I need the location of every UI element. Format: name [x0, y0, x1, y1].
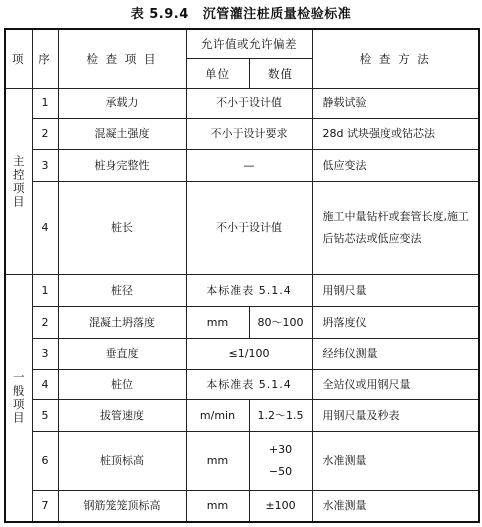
table-row — [5, 150, 479, 182]
row-method: 低应变法 — [312, 150, 479, 182]
row-method: 用钢尺量及秒表 — [312, 400, 479, 432]
row-allowed: ≤1/100 — [186, 339, 312, 370]
table-row — [5, 307, 479, 339]
row-seq: 6 — [32, 432, 58, 490]
row-item: 桩顶标高 — [58, 432, 186, 490]
row-item: 混凝土强度 — [58, 118, 186, 150]
row-method: 坍落度仪 — [312, 307, 479, 339]
row-value-upper: +30 — [268, 442, 293, 456]
row-item: 桩位 — [58, 369, 186, 400]
row-allowed: — — [186, 150, 312, 182]
row-item: 桩身完整性 — [58, 150, 186, 182]
row-seq: 7 — [32, 490, 58, 522]
row-value: 1.2～1.5 — [249, 400, 312, 432]
table-row — [5, 432, 479, 490]
row-unit: mm — [186, 432, 249, 490]
group-general-label: 一般项目 — [11, 371, 26, 426]
row-seq: 4 — [32, 182, 58, 275]
row-allowed: 本标准表 5.1.4 — [186, 275, 312, 307]
row-allowed: 不小于设计值 — [186, 182, 312, 275]
table-row — [5, 369, 479, 400]
row-method: 静载试验 — [312, 88, 479, 118]
table-row — [5, 339, 479, 370]
row-item: 桩长 — [58, 182, 186, 275]
table-number: 表 5.9.4 — [130, 7, 189, 22]
row-value — [249, 432, 312, 490]
group-main-label: 主控项目 — [11, 154, 26, 209]
row-item: 承载力 — [58, 88, 186, 118]
row-seq: 1 — [32, 88, 58, 118]
row-value: 80～100 — [249, 307, 312, 339]
group-cell-general — [5, 275, 32, 522]
table-row — [5, 400, 479, 432]
row-value-lower: −50 — [268, 464, 293, 478]
table-row — [5, 88, 479, 118]
header-value: 数值 — [249, 59, 312, 89]
row-unit: m/min — [186, 400, 249, 432]
row-seq: 1 — [32, 275, 58, 307]
row-seq: 3 — [32, 150, 58, 182]
header-category: 项 — [5, 29, 32, 88]
row-method: 施工中量钻杆或套管长度,施工后钻芯法或低应变法 — [312, 182, 479, 275]
table-row — [5, 118, 479, 150]
table-row — [5, 275, 479, 307]
header-allowed: 允许值或允许偏差 — [186, 29, 312, 59]
table-title — [0, 4, 482, 26]
row-allowed: 不小于设计要求 — [186, 118, 312, 150]
table-row — [5, 182, 479, 275]
row-seq: 5 — [32, 400, 58, 432]
row-seq: 2 — [32, 118, 58, 150]
table-row — [5, 490, 479, 522]
row-item: 钢筋笼笼顶标高 — [58, 490, 186, 522]
header-method: 检 查 方 法 — [312, 29, 479, 88]
row-allowed: 不小于设计值 — [186, 88, 312, 118]
row-unit: mm — [186, 307, 249, 339]
group-cell-main — [5, 88, 32, 275]
row-method: 全站仪或用钢尺量 — [312, 369, 479, 400]
row-unit: mm — [186, 490, 249, 522]
row-method: 用钢尺量 — [312, 275, 479, 307]
header-unit: 单位 — [186, 59, 249, 89]
inspection-standard-table — [4, 28, 480, 523]
header-row — [5, 29, 479, 59]
row-value: ±100 — [249, 490, 312, 522]
row-item: 桩径 — [58, 275, 186, 307]
header-item: 检 查 项 目 — [58, 29, 186, 88]
table-name: 沉管灌注桩质量检验标准 — [202, 7, 352, 22]
row-seq: 4 — [32, 369, 58, 400]
header-seq: 序 — [32, 29, 58, 88]
row-seq: 3 — [32, 339, 58, 370]
row-method: 水准测量 — [312, 490, 479, 522]
row-method: 28d 试块强度或钻芯法 — [312, 118, 479, 150]
row-item: 垂直度 — [58, 339, 186, 370]
row-method: 水准测量 — [312, 432, 479, 490]
row-method: 经纬仪测量 — [312, 339, 479, 370]
row-item: 混凝土坍落度 — [58, 307, 186, 339]
row-seq: 2 — [32, 307, 58, 339]
row-item: 拔管速度 — [58, 400, 186, 432]
row-allowed: 本标准表 5.1.4 — [186, 369, 312, 400]
